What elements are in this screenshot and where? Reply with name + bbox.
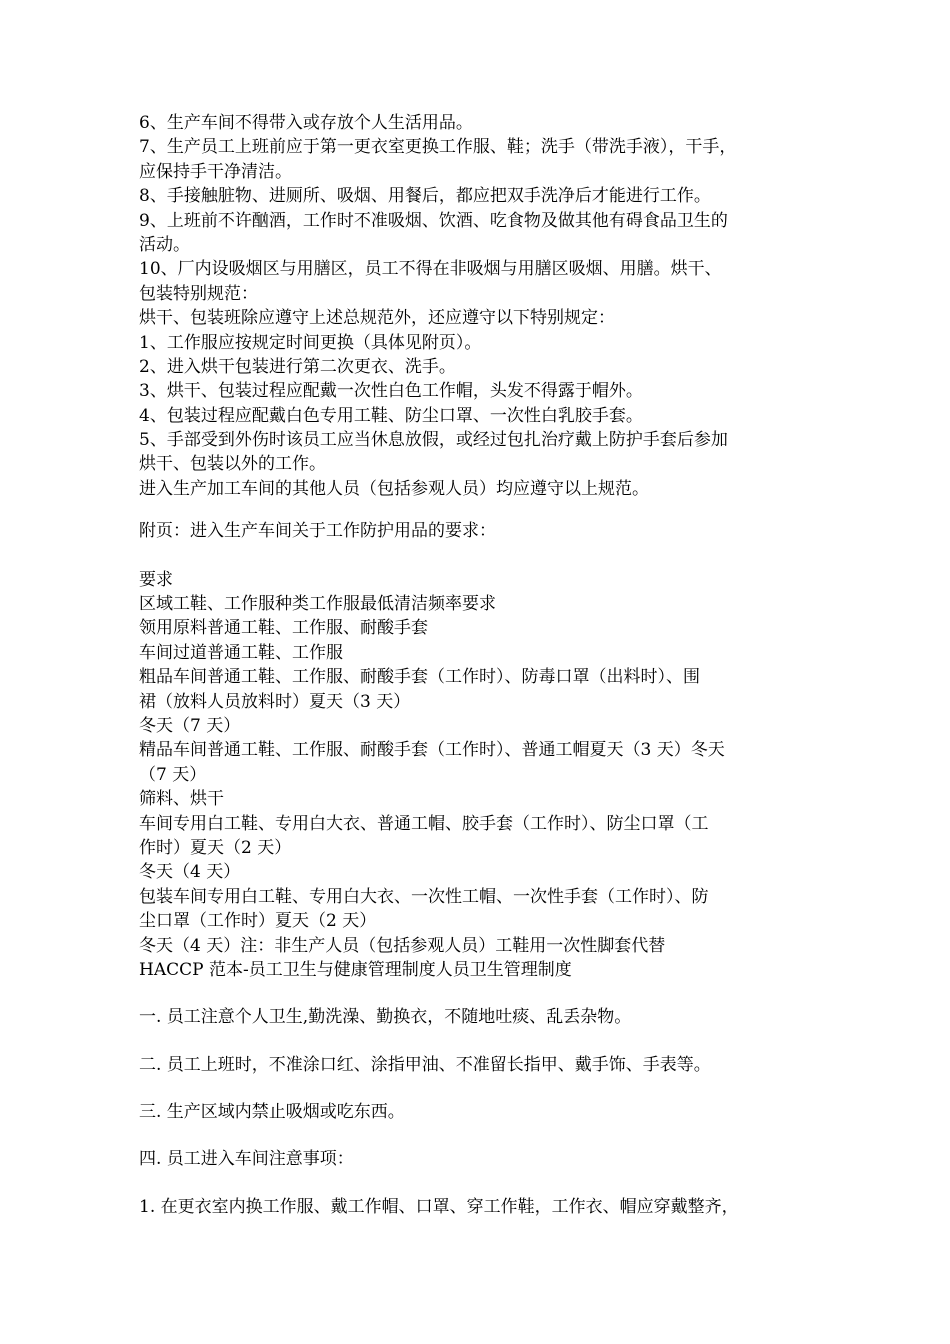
- rule-item-2: 二. 员工上班时，不准涂口红、涂指甲油、不准留长指甲、戴手饰、手表等。: [139, 1054, 711, 1075]
- text-line: 活动。: [139, 234, 190, 255]
- document-body: [139, 111, 811, 1219]
- text-line: 烘干、包装以外的工作。: [139, 454, 326, 475]
- text-line: 筛料、烘干: [139, 789, 224, 810]
- spacer: [139, 1077, 811, 1100]
- text-line: 冬天（7 天）: [139, 715, 241, 736]
- text-line: 3、烘干、包装过程应配戴一次性白色工作帽，头发不得露于帽外。: [139, 381, 643, 402]
- text-line: 6、生产车间不得带入或存放个人生活用品。: [139, 113, 473, 133]
- text-line: 8、手接触脏物、进厕所、吸烟、用餐后，都应把双手洗净后才能进行工作。: [139, 186, 711, 207]
- text-line: 4、包装过程应配戴白色专用工鞋、防尘口罩、一次性白乳胶手套。: [139, 405, 643, 426]
- text-line: 区域工鞋、工作服种类工作服最低清洁频率要求: [139, 594, 496, 615]
- text-line: 要求: [139, 569, 173, 590]
- appendix-title: 附页：进入生产车间关于工作防护用品的要求：: [139, 521, 496, 542]
- text-line: 2、进入烘干包装进行第二次更衣、洗手。: [139, 356, 456, 377]
- text-line: 尘口罩（工作时）夏天（2 天）: [139, 911, 377, 932]
- text-line: 精品车间普通工鞋、工作服、耐酸手套（工作时）、普通工帽夏天（3 天）冬天: [139, 740, 725, 761]
- text-line: 车间过道普通工鞋、工作服: [139, 642, 343, 663]
- text-line: 裙（放料人员放料时）夏天（3 天）: [139, 691, 411, 712]
- text-line: 烘干、包装班除应遵守上述总规范外，还应遵守以下特别规定：: [139, 308, 615, 329]
- text-line: 1、工作服应按规定时间更换（具体见附页）。: [139, 332, 482, 353]
- text-line: 10、厂内设吸烟区与用膳区，员工不得在非吸烟与用膳区吸烟、用膳。烘干、: [139, 259, 722, 280]
- spacer: [139, 1172, 811, 1195]
- text-line: 9、上班前不许酗酒，工作时不准吸烟、饮酒、吃食物及做其他有碍食品卫生的: [139, 210, 728, 231]
- spacer: [139, 544, 811, 568]
- text-line: 5、手部受到外伤时该员工应当休息放假，或经过包扎治疗戴上防护手套后参加: [139, 430, 728, 451]
- text-line: 应保持手干净清洁。: [139, 161, 292, 182]
- spacer: [139, 501, 811, 519]
- text-line: 粗品车间普通工鞋、工作服、耐酸手套（工作时）、防毒口罩（出料时）、围: [139, 667, 700, 688]
- text-line: 冬天（4 天）: [139, 862, 241, 883]
- text-line: 车间专用白工鞋、专用白大衣、普通工帽、胶手套（工作时）、防尘口罩（工: [139, 813, 709, 834]
- text-line: 领用原料普通工鞋、工作服、耐酸手套: [139, 618, 428, 639]
- text-line: 作时）夏天（2 天）: [139, 837, 292, 858]
- spacer: [139, 1030, 811, 1053]
- rule-item-3: 三. 生产区域内禁止吸烟或吃东西。: [139, 1102, 405, 1123]
- rule-item-5: 1. 在更衣室内换工作服、戴工作帽、口罩、穿工作鞋，工作衣、帽应穿戴整齐，: [139, 1196, 739, 1217]
- text-line: 包装特别规范：: [139, 283, 258, 304]
- text-line: 包装车间专用白工鞋、专用白大衣、一次性工帽、一次性手套（工作时）、防: [139, 886, 709, 907]
- rule-item-1: 一. 员工注意个人卫生,勤洗澡、勤换衣，不随地吐痰、乱丢杂物。: [139, 1007, 632, 1028]
- text-line: 冬天（4 天）注：非生产人员（包括参观人员）工鞋用一次性脚套代替: [139, 935, 666, 956]
- text-line: （7 天）: [139, 764, 207, 785]
- text-line: HACCP 范本-员工卫生与健康管理制度人员卫生管理制度: [139, 959, 572, 980]
- spacer: [139, 982, 811, 1005]
- rule-item-4: 四. 员工进入车间注意事项：: [139, 1149, 354, 1170]
- spacer: [139, 1124, 811, 1147]
- text-line: 进入生产加工车间的其他人员（包括参观人员）均应遵守以上规范。: [139, 478, 649, 499]
- text-line: 7、生产员工上班前应于第一更衣室更换工作服、鞋；洗手（带洗手液），干手，: [139, 137, 737, 158]
